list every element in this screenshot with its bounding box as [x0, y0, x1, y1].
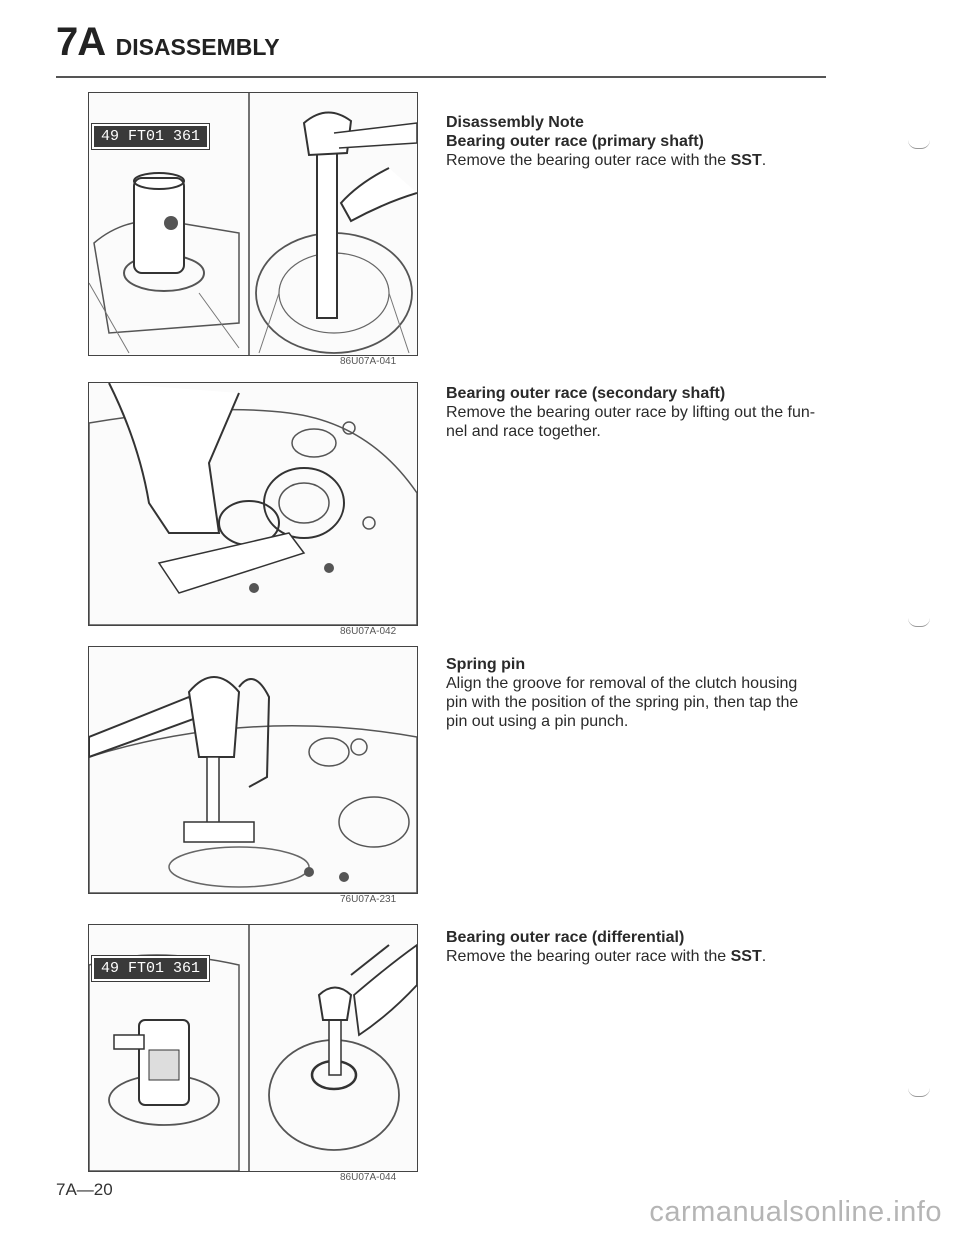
- header-rule: [56, 76, 826, 78]
- secondary-shaft-heading: Bearing outer race (secondary shaft): [446, 385, 726, 402]
- section-number: 7A: [56, 20, 106, 64]
- primary-shaft-text: Remove the bearing outer race with the SST.: [446, 152, 767, 169]
- secondary-shaft-instructions: [446, 384, 836, 441]
- primary-shaft-heading: Bearing outer race (primary shaft): [446, 133, 704, 150]
- figure-secondary-shaft-race: [88, 382, 418, 626]
- page-edge-mark: [908, 1088, 930, 1097]
- illustration-secondary-race: [89, 383, 417, 625]
- sst-reference: SST: [730, 948, 762, 965]
- page-header: [56, 20, 280, 65]
- figure-code: 76U07A-231: [340, 894, 397, 905]
- disassembly-note-title: Disassembly Note: [446, 114, 584, 131]
- spring-pin-text-line: pin with the position of the spring pin, then tap the: [446, 694, 799, 711]
- sst-label-tag: 49 FT01 361: [92, 956, 209, 981]
- page-edge-mark: [908, 618, 930, 627]
- spring-pin-heading: Spring pin: [446, 656, 526, 673]
- secondary-shaft-text-line: Remove the bearing outer race by lifting out the fun-: [446, 404, 816, 421]
- spring-pin-instructions: [446, 655, 836, 731]
- differential-heading: Bearing outer race (differential): [446, 929, 685, 946]
- sst-label-tag: 49 FT01 361: [92, 124, 209, 149]
- differential-instructions: [446, 928, 836, 966]
- figure-spring-pin: [88, 646, 418, 894]
- figure-code: 86U07A-041: [340, 356, 397, 367]
- primary-shaft-instructions: [446, 113, 836, 170]
- differential-text: Remove the bearing outer race with the SST.: [446, 948, 767, 965]
- watermark-text: carmanualsonline.info: [649, 1196, 942, 1228]
- page-edge-mark: [908, 140, 930, 149]
- figure-code: 86U07A-044: [340, 1172, 397, 1183]
- figure-code: 86U07A-042: [340, 626, 397, 637]
- page-number: 7A—20: [56, 1180, 113, 1199]
- spring-pin-text-line: pin out using a pin punch.: [446, 713, 629, 730]
- illustration-spring-pin: [89, 647, 417, 893]
- sst-reference: SST: [730, 152, 762, 169]
- section-title: DISASSEMBLY: [115, 34, 280, 60]
- spring-pin-text-line: Align the groove for removal of the clutch housing: [446, 675, 798, 692]
- secondary-shaft-text-line: nel and race together.: [446, 423, 601, 440]
